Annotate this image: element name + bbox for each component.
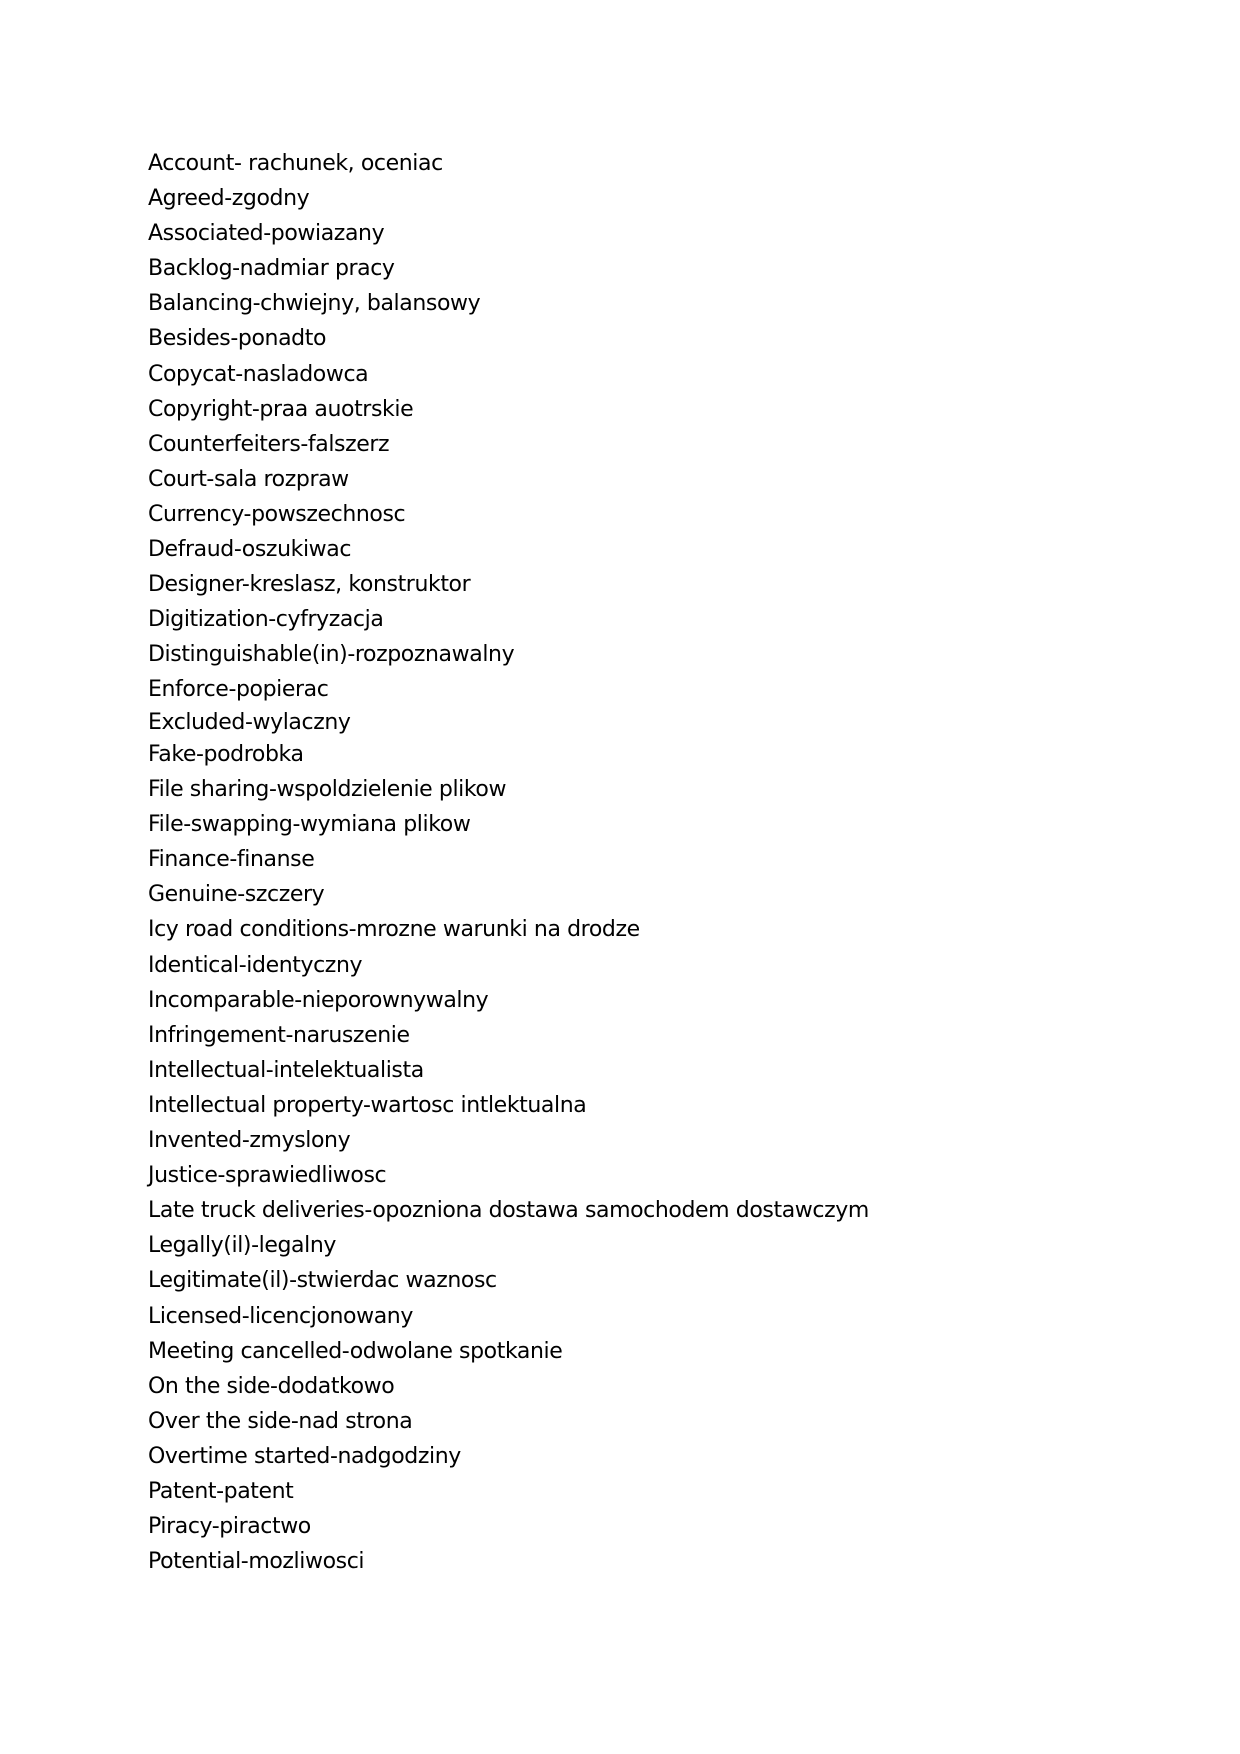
list-item: Legitimate(il)-stwierdac waznosc	[148, 1268, 497, 1294]
list-item: Agreed-zgodny	[148, 186, 310, 212]
list-item: Over the side-nad strona	[148, 1408, 413, 1434]
list-item: Defraud-oszukiwac	[148, 537, 352, 563]
list-item: Copyright-praa auotrskie	[148, 396, 414, 422]
list-item: Currency-powszechnosc	[148, 501, 406, 527]
list-item: Finance-finanse	[148, 847, 315, 873]
list-item: Enforce-popierac	[148, 677, 329, 703]
list-item: Overtime started-nadgodziny	[148, 1443, 461, 1469]
list-item: Legally(il)-legalny	[148, 1233, 336, 1259]
list-item: Distinguishable(in)-rozpoznawalny	[148, 642, 515, 668]
list-item: Associated-powiazany	[148, 221, 385, 247]
vocabulary-list	[148, 146, 869, 1579]
list-item: Counterfeiters-falszerz	[148, 431, 390, 457]
list-item: Icy road conditions-mrozne warunki na drodze	[148, 917, 640, 943]
list-item: Designer-kreslasz, konstruktor	[148, 572, 471, 598]
list-item: Besides-ponadto	[148, 326, 327, 352]
list-item: Court-sala rozpraw	[148, 466, 349, 492]
list-item: Late truck deliveries-opozniona dostawa samochodem dostawczym	[148, 1198, 869, 1224]
list-item: Potential-mozliwosci	[148, 1549, 365, 1575]
list-item: Invented-zmyslony	[148, 1128, 351, 1154]
list-item: Copycat-nasladowca	[148, 361, 369, 387]
list-item: Excluded-wylaczny	[148, 709, 351, 735]
list-item: Identical-identyczny	[148, 952, 363, 978]
list-item: On the side-dodatkowo	[148, 1373, 395, 1399]
list-item: Infringement-naruszenie	[148, 1022, 410, 1048]
list-item: Balancing-chwiejny, balansowy	[148, 291, 481, 317]
list-item: Justice-sprawiedliwosc	[148, 1163, 387, 1189]
list-item: File-swapping-wymiana plikow	[148, 812, 471, 838]
list-item: Genuine-szczery	[148, 882, 325, 908]
list-item: Intellectual property-wartosc intlektualna	[148, 1092, 587, 1118]
list-item: Incomparable-nieporownywalny	[148, 987, 489, 1013]
list-item: Account- rachunek, oceniac	[148, 151, 443, 176]
list-item: Piracy-piractwo	[148, 1514, 311, 1540]
list-item: Fake-podrobka	[148, 742, 304, 767]
list-item: Patent-patent	[148, 1478, 294, 1504]
list-item: Licensed-licencjonowany	[148, 1303, 413, 1329]
list-item: Intellectual-intelektualista	[148, 1057, 424, 1083]
list-item: Meeting cancelled-odwolane spotkanie	[148, 1338, 563, 1364]
list-item: File sharing-wspoldzielenie plikow	[148, 777, 507, 803]
list-item: Backlog-nadmiar pracy	[148, 256, 395, 282]
list-item: Digitization-cyfryzacja	[148, 607, 384, 633]
